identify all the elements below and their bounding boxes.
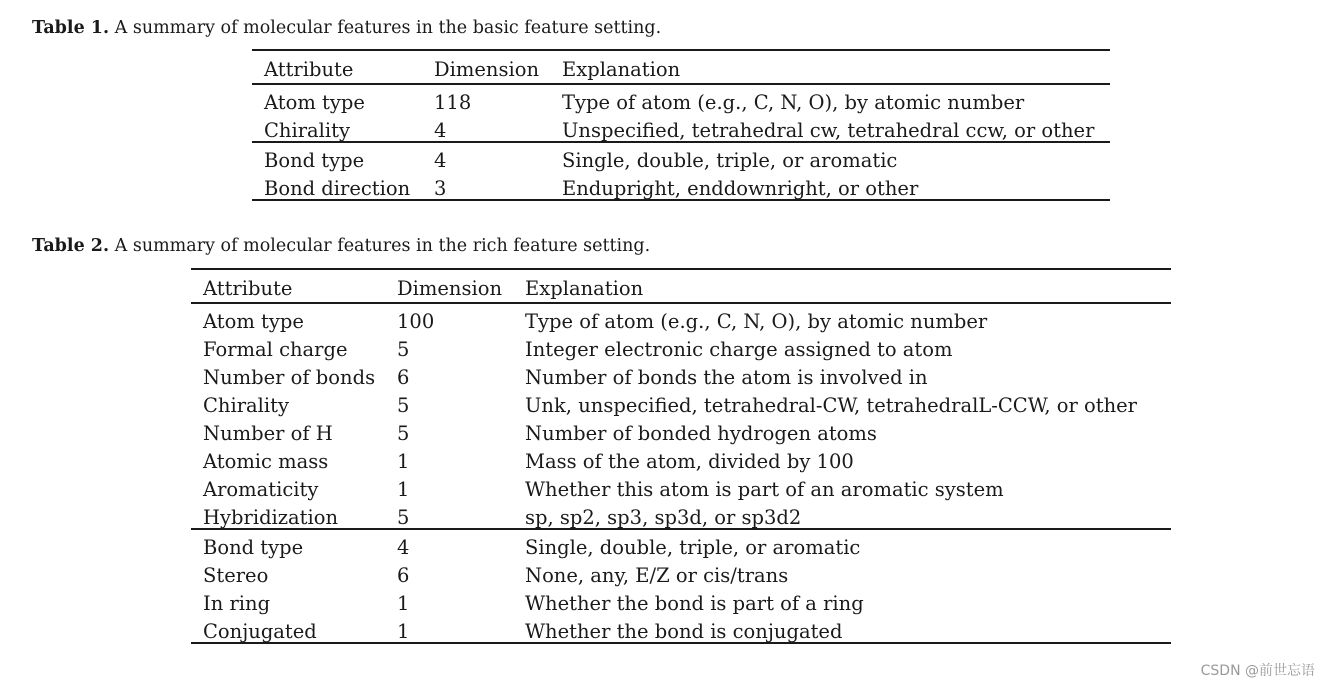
cell-attribute: Conjugated xyxy=(203,620,317,643)
table-row xyxy=(191,360,1171,388)
cell-attribute: Stereo xyxy=(203,564,269,587)
table-row xyxy=(191,388,1171,416)
cell-dimension: 5 xyxy=(397,506,410,529)
cell-dimension: 4 xyxy=(434,119,447,142)
cell-dimension: 1 xyxy=(397,592,410,615)
table2-header-dimension: Dimension xyxy=(397,277,503,300)
cell-attribute: Number of H xyxy=(203,422,333,445)
cell-explanation: Number of bonded hydrogen atoms xyxy=(525,422,877,445)
cell-explanation: Single, double, triple, or aromatic xyxy=(525,536,861,559)
cell-attribute: Bond type xyxy=(203,536,304,559)
cell-explanation: Type of atom (e.g., C, N, O), by atomic number xyxy=(562,91,1025,114)
cell-dimension: 6 xyxy=(397,366,410,389)
table2-caption-text: A summary of molecular features in the rich feature setting. xyxy=(109,236,651,256)
cell-explanation: Whether the bond is conjugated xyxy=(525,620,843,643)
cell-dimension: 5 xyxy=(397,338,410,361)
table1-header-dimension: Dimension xyxy=(434,58,540,81)
table-row xyxy=(252,113,1110,141)
table-row xyxy=(191,304,1171,332)
cell-explanation: Whether this atom is part of an aromatic system xyxy=(525,478,1004,501)
table2-caption xyxy=(32,236,650,256)
cell-explanation: Unk, unspecified, tetrahedral-CW, tetrahedralL-CCW, or other xyxy=(525,394,1137,417)
cell-explanation: Unspecified, tetrahedral cw, tetrahedral ccw, or other xyxy=(562,119,1095,142)
table-row xyxy=(252,143,1110,171)
cell-explanation: Type of atom (e.g., C, N, O), by atomic number xyxy=(525,310,988,333)
cell-explanation: Whether the bond is part of a ring xyxy=(525,592,864,615)
table2-header-row xyxy=(191,270,1171,302)
table1-header-row xyxy=(252,51,1110,83)
cell-attribute: Hybridization xyxy=(203,506,339,529)
table2-header-explanation: Explanation xyxy=(525,277,644,300)
cell-explanation: sp, sp2, sp3, sp3d, or sp3d2 xyxy=(525,506,802,529)
table2-header-attribute: Attribute xyxy=(203,277,293,300)
table-row xyxy=(191,586,1171,614)
table1-caption xyxy=(32,18,661,38)
cell-attribute: Aromaticity xyxy=(203,478,319,501)
cell-attribute: Chirality xyxy=(264,119,350,142)
table-row xyxy=(191,614,1171,642)
cell-dimension: 5 xyxy=(397,394,410,417)
cell-attribute: In ring xyxy=(203,592,271,615)
table-row xyxy=(191,472,1171,500)
cell-dimension: 5 xyxy=(397,422,410,445)
table1 xyxy=(252,49,1110,201)
cell-explanation: Endupright, enddownright, or other xyxy=(562,177,919,200)
cell-explanation: Integer electronic charge assigned to atom xyxy=(525,338,953,361)
cell-explanation: Single, double, triple, or aromatic xyxy=(562,149,898,172)
cell-dimension: 1 xyxy=(397,450,410,473)
cell-dimension: 100 xyxy=(397,310,435,333)
table1-caption-text: A summary of molecular features in the basic feature setting. xyxy=(109,18,662,38)
table-row xyxy=(191,500,1171,528)
cell-dimension: 6 xyxy=(397,564,410,587)
cell-explanation: Mass of the atom, divided by 100 xyxy=(525,450,854,473)
cell-attribute: Formal charge xyxy=(203,338,348,361)
cell-dimension: 4 xyxy=(397,536,410,559)
table1-header-explanation: Explanation xyxy=(562,58,681,81)
table-row xyxy=(191,558,1171,586)
table-row xyxy=(191,332,1171,360)
table2 xyxy=(191,268,1171,644)
cell-dimension: 3 xyxy=(434,177,447,200)
table-row xyxy=(191,444,1171,472)
cell-dimension: 1 xyxy=(397,620,410,643)
watermark: CSDN @前世忘语 xyxy=(1200,663,1315,679)
cell-attribute: Atom type xyxy=(264,91,365,114)
cell-attribute: Chirality xyxy=(203,394,289,417)
table-row xyxy=(252,85,1110,113)
cell-explanation: None, any, E/Z or cis/trans xyxy=(525,564,789,587)
cell-attribute: Atomic mass xyxy=(203,450,329,473)
cell-dimension: 4 xyxy=(434,149,447,172)
cell-attribute: Atom type xyxy=(203,310,304,333)
cell-dimension: 1 xyxy=(397,478,410,501)
table1-caption-label: Table 1. xyxy=(32,18,110,38)
cell-attribute: Bond type xyxy=(264,149,365,172)
cell-explanation: Number of bonds the atom is involved in xyxy=(525,366,928,389)
table1-header-attribute: Attribute xyxy=(264,58,354,81)
table2-caption-label: Table 2. xyxy=(32,236,110,256)
table-row xyxy=(191,416,1171,444)
cell-attribute: Number of bonds xyxy=(203,366,376,389)
table-row xyxy=(191,530,1171,558)
table-row xyxy=(252,171,1110,199)
cell-dimension: 118 xyxy=(434,91,472,114)
cell-attribute: Bond direction xyxy=(264,177,411,200)
